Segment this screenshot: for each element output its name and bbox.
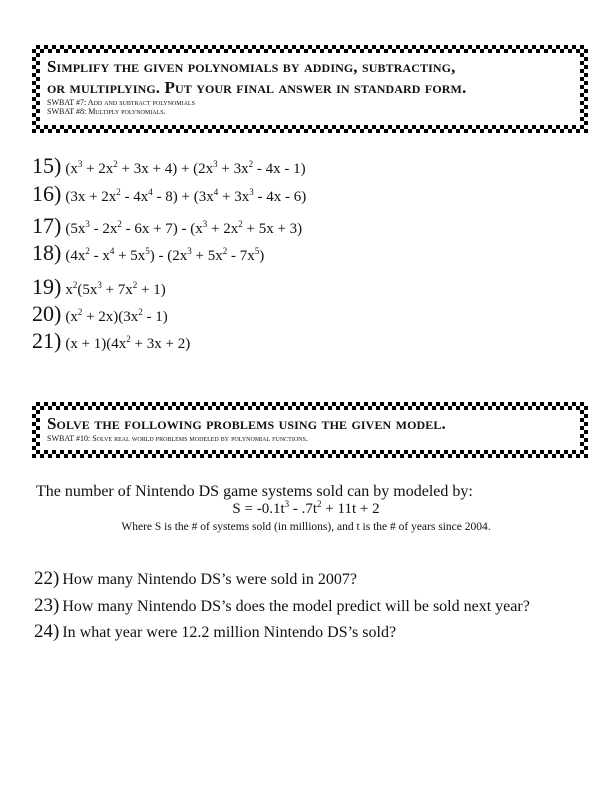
- question-number: 23): [34, 595, 60, 616]
- problem-number: 21): [32, 328, 62, 353]
- problem-expression: $x^2(5x^3 + 7x^2 + 1)$: [65, 280, 166, 298]
- section1-header: [40, 53, 580, 125]
- section1-swbat-7: SWBAT #7: Add and subtract polynomials: [47, 98, 195, 107]
- problem-expression: $(x^2 + 2x)(3x^2 - 1)$: [65, 307, 168, 325]
- problem-18: [32, 240, 264, 266]
- question-24: [34, 621, 396, 643]
- problem-expression: $(5x^3 - 2x^2 - 6x + 7) - (x^3 + 2x^2 + 5x + 3)$: [65, 219, 303, 237]
- problem-expression: $(x^3 + 2x^2 + 3x + 4) + (2x^3 + 3x^2 - 4x - 1)$: [65, 159, 306, 177]
- problem-number: 18): [32, 240, 62, 265]
- problem-number: 19): [32, 274, 62, 299]
- problem-number: 20): [32, 301, 62, 326]
- model-intro: The number of Nintendo DS game systems sold can by modeled by:: [36, 483, 473, 500]
- problem-number: 15): [32, 153, 62, 178]
- problem-16: [32, 181, 306, 207]
- question-number: 24): [34, 621, 60, 642]
- section2-swbat-10: SWBAT #10: Solve real world problems modeled by polynomial functions.: [47, 434, 308, 443]
- question-22: [34, 568, 357, 590]
- section1-title-line1: Simplify the given polynomials by adding, subtracting,: [47, 57, 456, 76]
- problem-expression: $(x + 1)(4x^2 + 3x + 2)$: [65, 334, 191, 352]
- problem-number: 17): [32, 213, 62, 238]
- problem-expression: $(4x^2 - x^4 + 5x^5) - (2x^3 + 5x^2 - 7x^5)$: [65, 246, 265, 264]
- question-23: [34, 595, 530, 617]
- model-variable-definition: Where S is the # of systems sold (in millions), and t is the # of years since 2004.: [121, 521, 491, 533]
- problem-17: [32, 213, 302, 239]
- problem-21: [32, 328, 190, 354]
- problem-20: [32, 301, 168, 327]
- problem-expression: $(3x + 2x^2 - 4x^4 - 8) + (3x^4 + 3x^3 - 4x - 6)$: [65, 187, 307, 205]
- section2-header: [40, 410, 580, 450]
- problem-19: [32, 274, 166, 300]
- question-text: How many Nintendo DS’s does the model predict will be sold next year?: [62, 598, 530, 615]
- problem-number: 16): [32, 181, 62, 206]
- section1-title-line2: or multiplying. Put your final answer in standard form.: [47, 78, 467, 97]
- question-number: 22): [34, 568, 60, 589]
- question-text: How many Nintendo DS’s were sold in 2007?: [62, 571, 357, 588]
- question-text: In what year were 12.2 million Nintendo DS’s sold?: [62, 624, 397, 641]
- model-formula: $S = -0.1t^3 - .7t^2 + 11t + 2$: [232, 499, 380, 517]
- problem-15: [32, 153, 306, 179]
- section1-swbat-8: SWBAT #8: Multiply polynomials.: [47, 107, 166, 116]
- section2-title: Solve the following problems using the given model.: [47, 414, 446, 433]
